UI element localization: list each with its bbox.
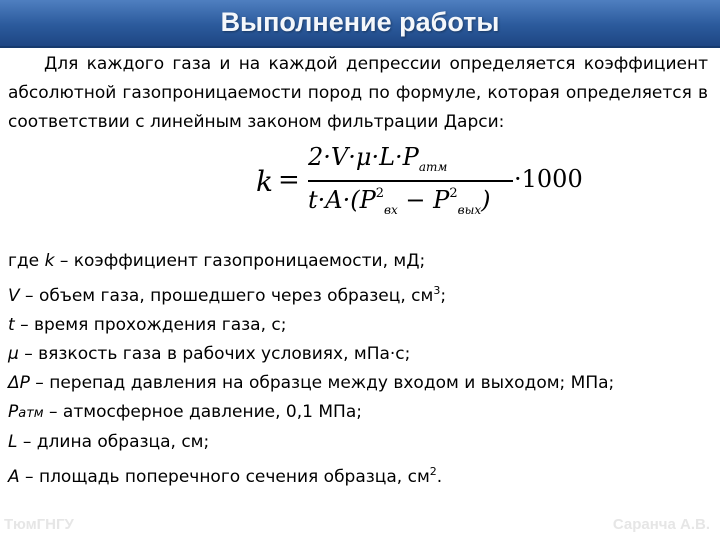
slide-title: Выполнение работы (220, 7, 500, 37)
footer-author: Саранча А.В. (612, 516, 710, 533)
definition-symbol: t (8, 315, 15, 335)
formula-lhs: k (256, 165, 273, 198)
definition-sup: 3 (433, 284, 441, 297)
den-sub-2: вых (457, 203, 482, 217)
formula-equals: = (278, 165, 300, 195)
formula-numerator (308, 143, 447, 174)
den-pre: t·A·(P (308, 186, 376, 214)
title-bar (0, 0, 720, 48)
numerator-main: 2·V·μ·L·P (308, 143, 419, 171)
den-power-1: 2 (375, 186, 385, 201)
definition-text: – вязкость газа в рабочих условиях, мПа·с; (18, 344, 411, 364)
definition-symbol-sub: атм (18, 406, 44, 421)
intro-paragraph (8, 50, 708, 137)
definition-symbol: L (8, 432, 18, 452)
definition-symbol: ΔP (8, 373, 30, 393)
definition-t (8, 311, 718, 340)
fraction-bar (308, 180, 513, 182)
definition-k (8, 247, 718, 276)
definition-text: – перепад давления на образце между входом и выходом; МПа; (29, 373, 615, 393)
definition-symbol: k (44, 251, 55, 271)
definition-text: – атмосферное давление, 0,1 МПа; (43, 402, 362, 422)
formula-denominator (308, 186, 491, 217)
definition-suffix: . (436, 467, 443, 487)
definition-symbol: P (8, 402, 19, 422)
definition-suffix: ; (440, 286, 447, 306)
definition-symbol: V (8, 286, 20, 306)
darcy-formula (256, 143, 586, 223)
definition-text: – объем газа, прошедшего через образец, см (19, 286, 434, 306)
definition-v (8, 276, 718, 311)
definition-delta-p (8, 369, 718, 398)
definition-text: – коэффициент газопроницаемости, мД; (54, 251, 426, 271)
definitions-list (8, 247, 718, 492)
definition-symbol: μ (8, 344, 19, 364)
definition-symbol: A (8, 467, 20, 487)
den-power-2: 2 (449, 186, 458, 201)
intro-text: Для каждого газа и на каждой депрессии определяется коэффициент абсолютной газопроницаемости пород по формуле, которая определяется в соответствии с линейным законом фильтрации Дарси: (8, 54, 708, 132)
definition-prefix: где (8, 251, 45, 271)
footer-university: ТюмГНГУ (4, 516, 74, 533)
den-sub-1: вх (384, 203, 398, 217)
definition-sup: 2 (429, 465, 437, 478)
den-mid: − P (397, 186, 450, 214)
definition-a (8, 457, 718, 492)
definition-text: – длина образца, см; (17, 432, 210, 452)
definition-l (8, 428, 718, 457)
den-post: ) (481, 186, 491, 214)
numerator-sub: атм (418, 160, 448, 174)
definition-mu (8, 340, 718, 369)
definition-p-atm (8, 398, 718, 428)
definition-text: – площадь поперечного сечения образца, см (19, 467, 430, 487)
definition-text: – время прохождения газа, с; (14, 315, 287, 335)
formula-multiplier: ·1000 (514, 165, 583, 193)
